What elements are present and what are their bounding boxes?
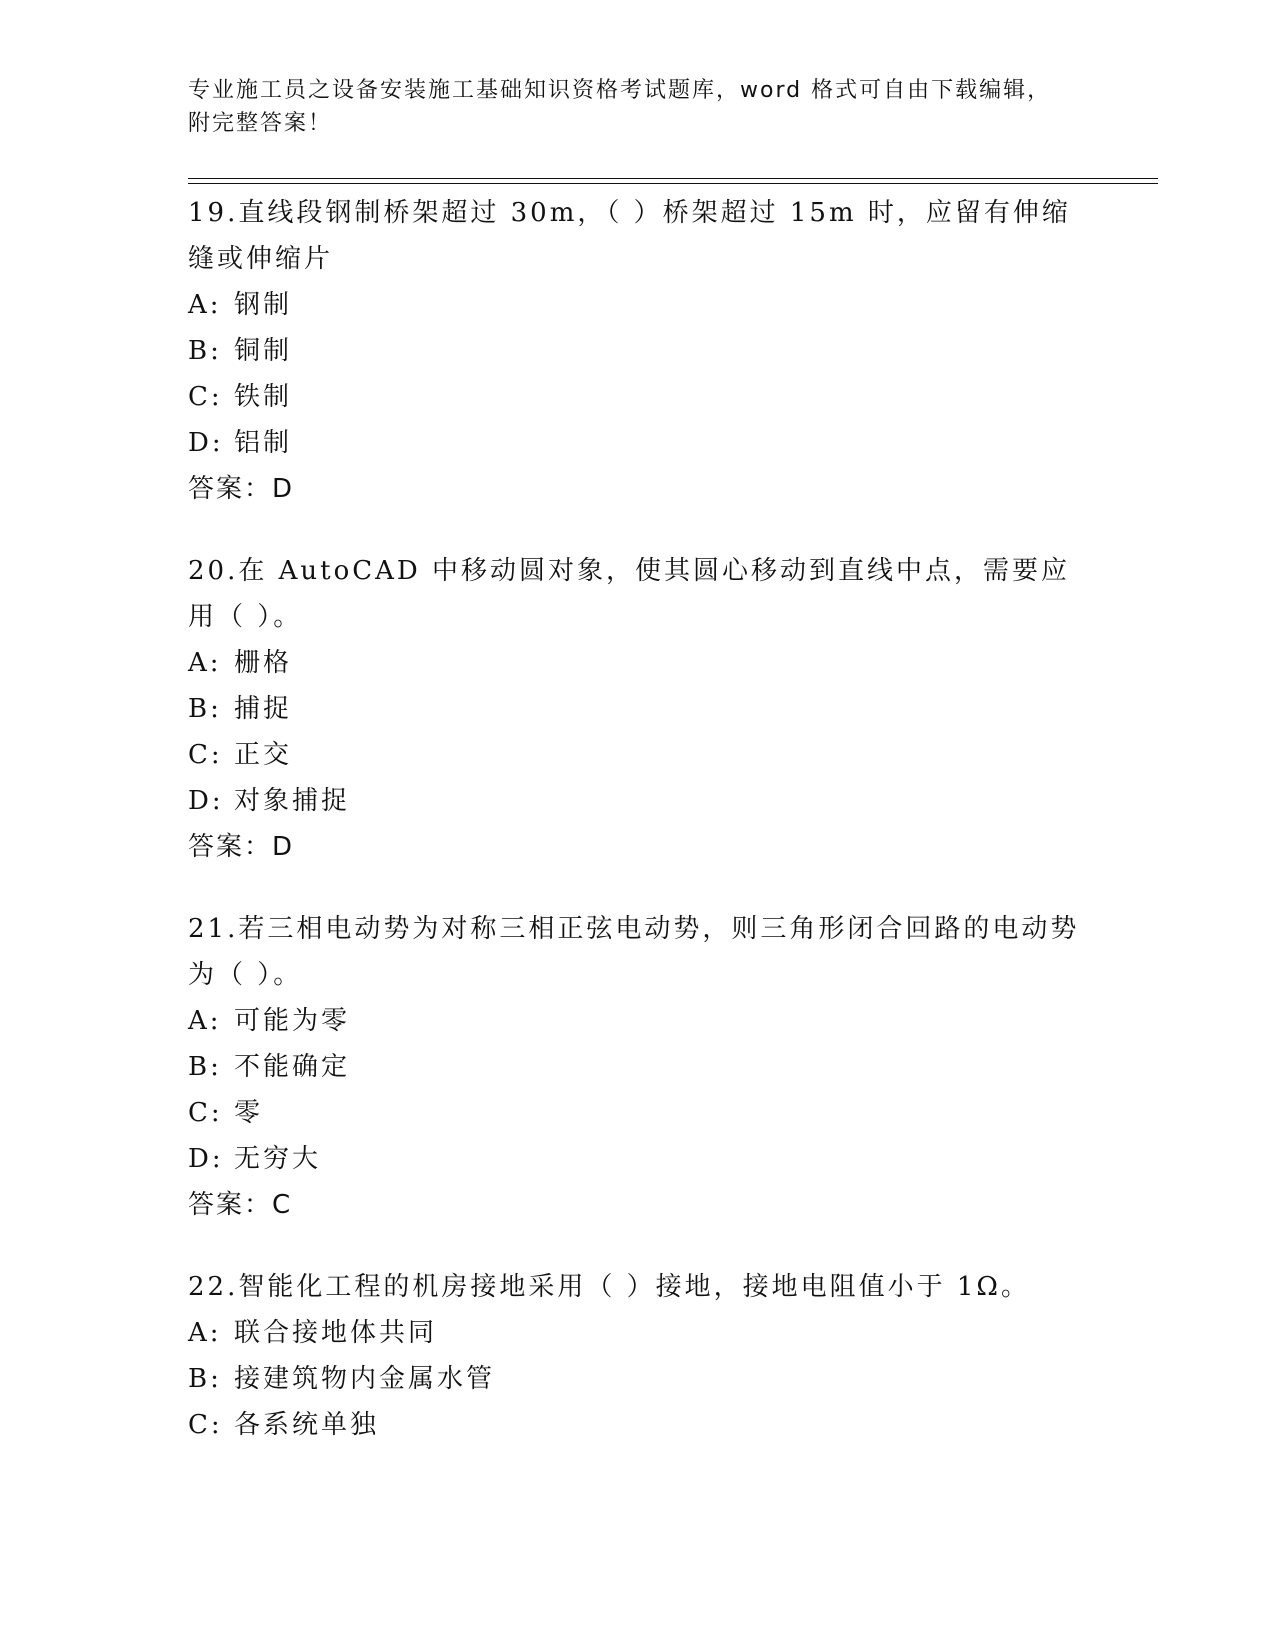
question-text: 22.智能化工程的机房接地采用（ ）接地，接地电阻值小于 1Ω。: [188, 1272, 1030, 1302]
option-text: 联合接地体共同: [234, 1318, 438, 1348]
option-text: 捕捉: [234, 694, 293, 724]
question-text: 20.在 AutoCAD 中移动圆对象，使其圆心移动到直线中点，需要应用（ ）。: [188, 556, 1071, 632]
option-a: [188, 282, 1088, 328]
option-a: [188, 1310, 1088, 1356]
option-text: 铁制: [234, 382, 293, 412]
answer-line: 答案：D: [188, 474, 295, 504]
option-text: 无穷大: [234, 1144, 322, 1174]
option-key: B:: [188, 336, 222, 366]
option-key: C:: [188, 740, 223, 770]
option-a: [188, 640, 1088, 686]
option-key: B:: [188, 1052, 222, 1082]
option-key: B:: [188, 694, 222, 724]
option-b: [188, 686, 1088, 732]
option-text: 各系统单独: [234, 1410, 380, 1440]
option-text: 零: [234, 1098, 264, 1128]
header-line-2: 附完整答案！: [188, 111, 333, 136]
option-text: 钢制: [234, 290, 293, 320]
option-d: [188, 1136, 1088, 1182]
header-divider-bottom: [188, 183, 1158, 184]
question-19: [188, 190, 1088, 512]
option-text: 可能为零: [234, 1006, 351, 1036]
document-header: [188, 74, 1088, 140]
option-key: B:: [188, 1364, 222, 1394]
option-key: A:: [188, 290, 222, 320]
option-text: 接建筑物内金属水管: [234, 1364, 496, 1394]
option-key: A:: [188, 1006, 222, 1036]
question-text: 21.若三相电动势为对称三相正弦电动势，则三角形闭合回路的电动势为（ ）。: [188, 914, 1080, 990]
option-d: [188, 420, 1088, 466]
option-key: C:: [188, 382, 223, 412]
question-list: [188, 190, 1088, 1484]
option-key: D:: [188, 428, 224, 458]
option-text: 栅格: [234, 648, 293, 678]
option-text: 正交: [234, 740, 293, 770]
option-b: [188, 1356, 1088, 1402]
option-b: [188, 328, 1088, 374]
option-a: [188, 998, 1088, 1044]
option-key: D:: [188, 786, 224, 816]
option-key: A:: [188, 648, 222, 678]
question-20: [188, 548, 1088, 870]
option-b: [188, 1044, 1088, 1090]
header-line-1: 专业施工员之设备安装施工基础知识资格考试题库，word 格式可自由下载编辑，: [188, 78, 1052, 103]
option-key: C:: [188, 1098, 223, 1128]
question-22: [188, 1264, 1088, 1448]
answer-line: 答案：C: [188, 1190, 293, 1220]
question-text: 19.直线段钢制桥架超过 30m，（ ）桥架超过 15m 时，应留有伸缩缝或伸缩片: [188, 198, 1071, 274]
option-text: 铜制: [234, 336, 293, 366]
option-key: A:: [188, 1318, 222, 1348]
option-text: 铝制: [234, 428, 293, 458]
answer-line: 答案：D: [188, 832, 295, 862]
option-c: [188, 732, 1088, 778]
option-c: [188, 1090, 1088, 1136]
option-text: 对象捕捉: [234, 786, 351, 816]
option-d: [188, 778, 1088, 824]
option-text: 不能确定: [234, 1052, 351, 1082]
option-c: [188, 1402, 1088, 1448]
option-key: D:: [188, 1144, 224, 1174]
header-divider-top: [188, 178, 1158, 179]
option-c: [188, 374, 1088, 420]
option-key: C:: [188, 1410, 223, 1440]
question-21: [188, 906, 1088, 1228]
